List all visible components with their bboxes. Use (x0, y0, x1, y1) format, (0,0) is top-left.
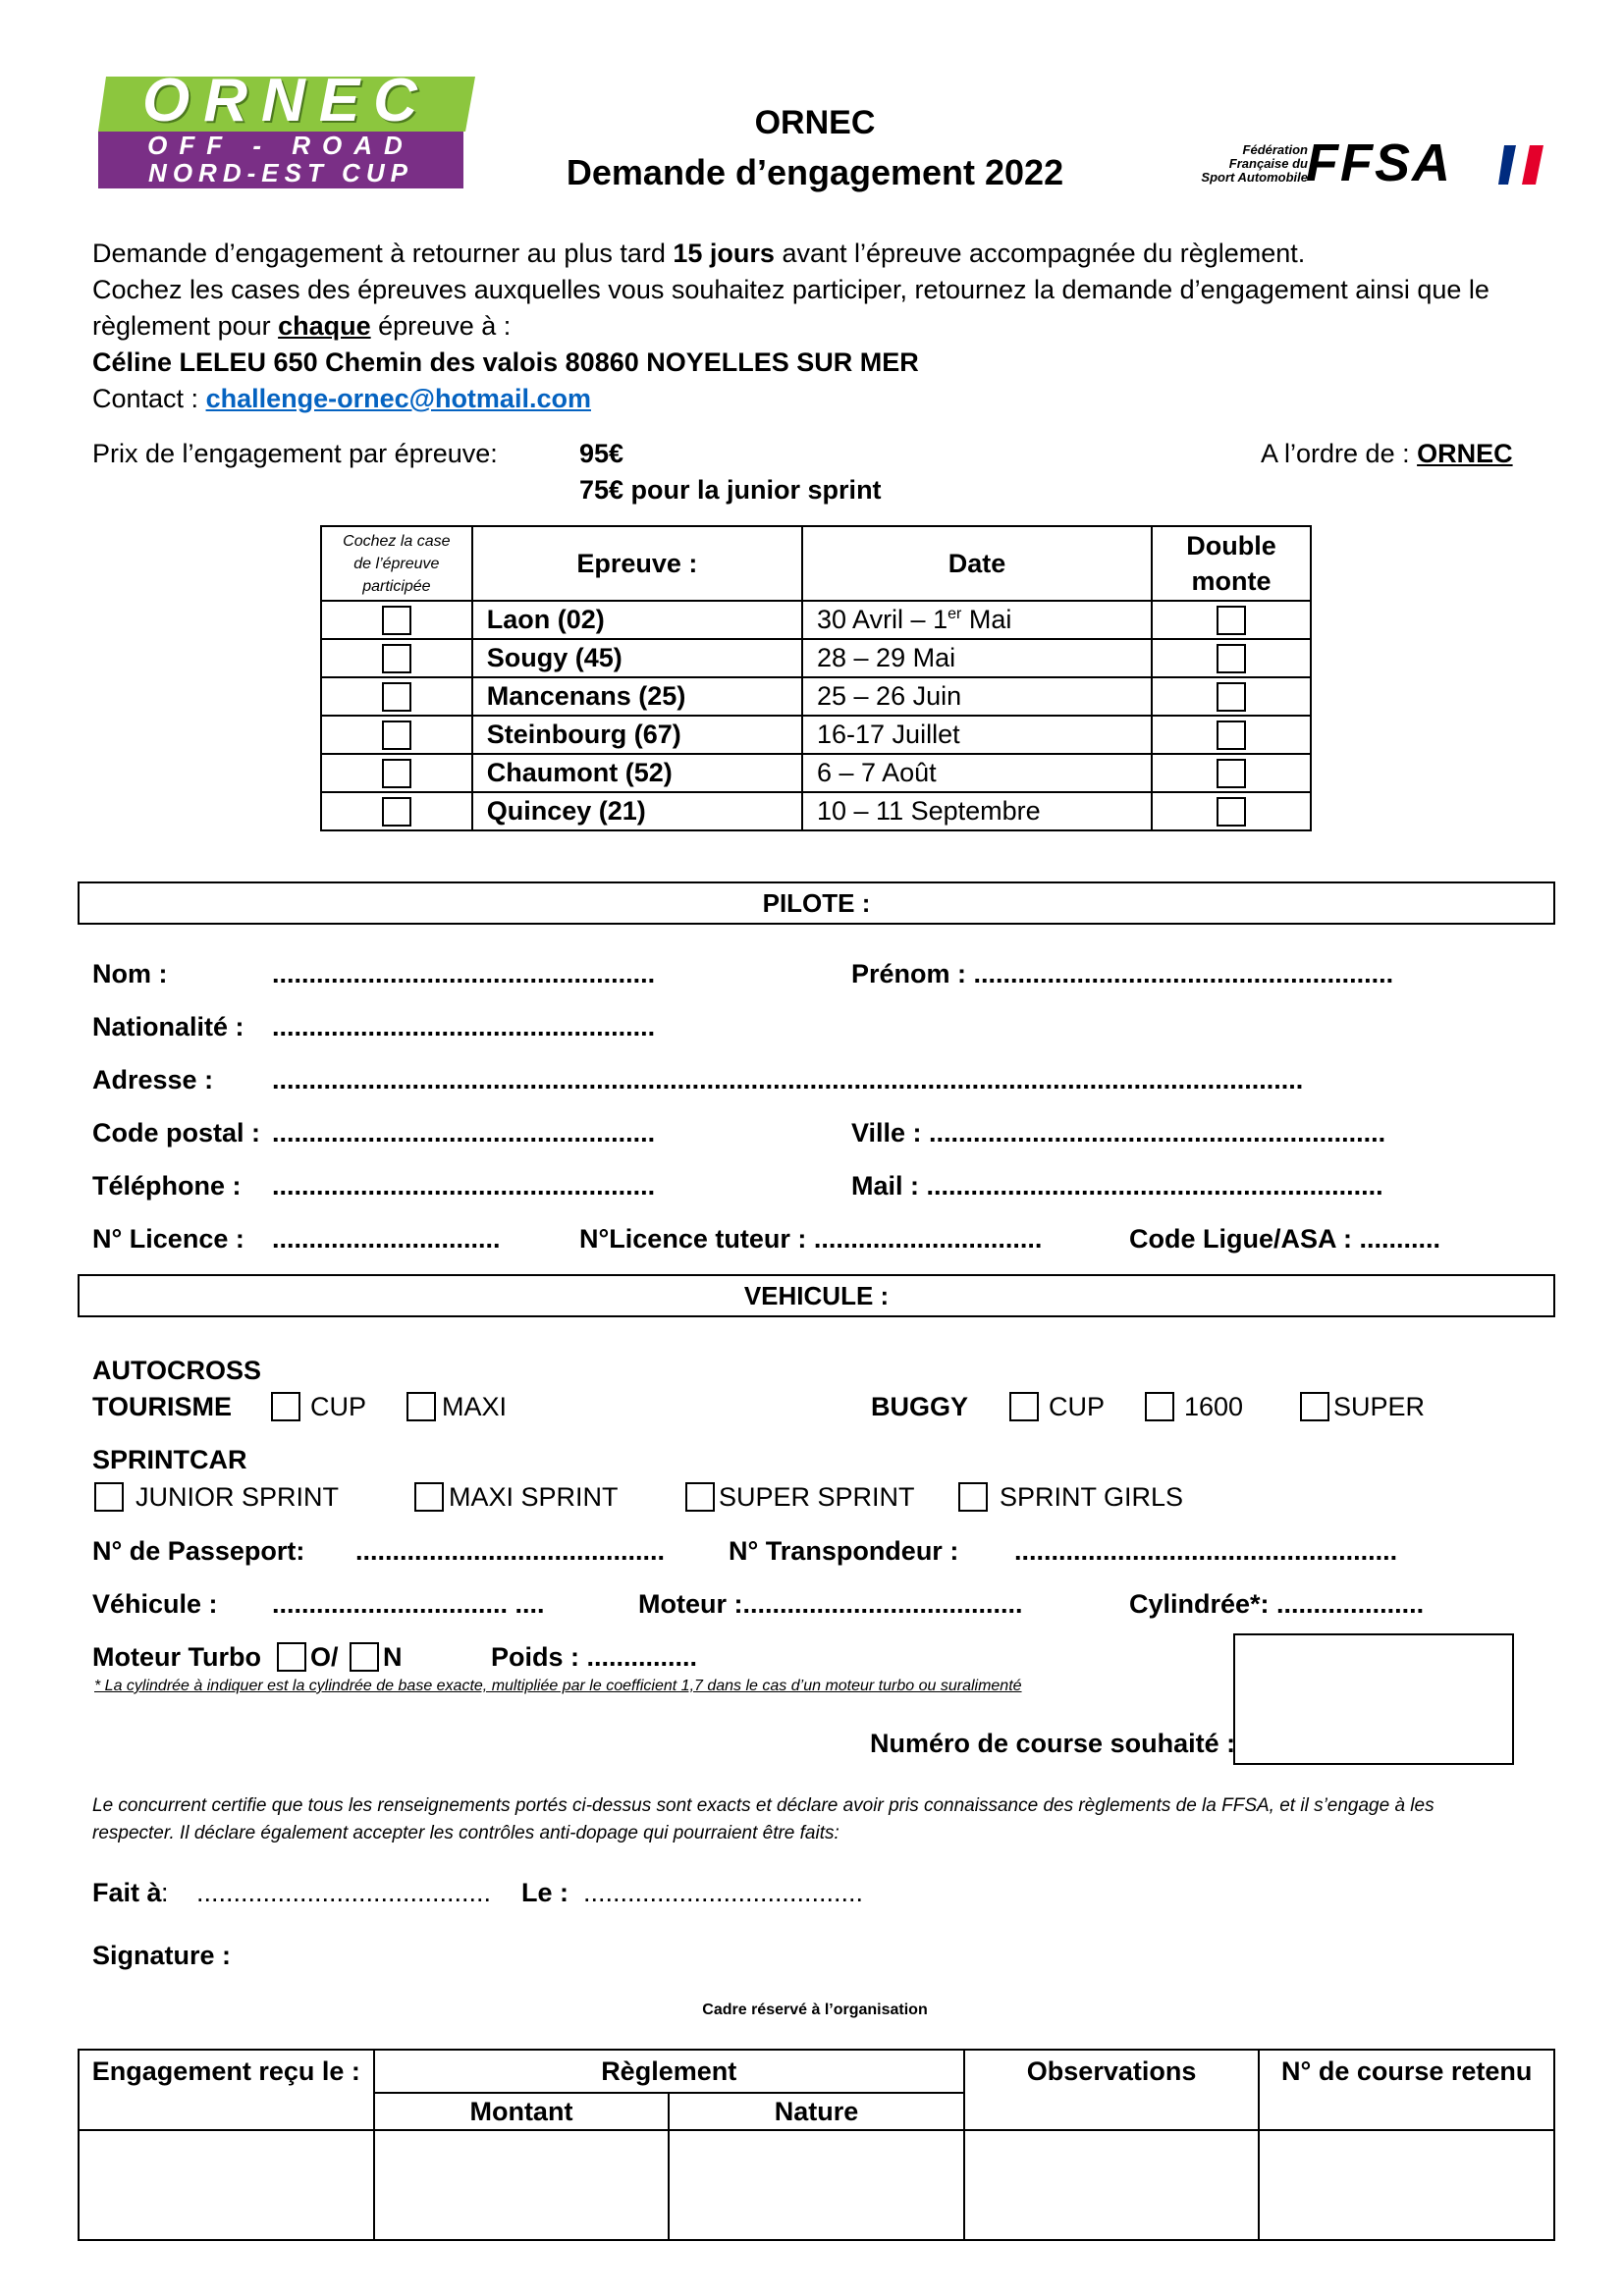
fait-a-field[interactable]: ........................................ (196, 1878, 492, 1907)
nationalite-field[interactable]: .................................................... (272, 1012, 656, 1041)
le-field[interactable]: ...................................... (583, 1878, 864, 1907)
cell-engagement-recu[interactable] (79, 2130, 374, 2240)
vehicule-field[interactable]: ................................ .... (272, 1589, 545, 1619)
event-date: 10 – 11 Septembre (802, 792, 1152, 830)
code-ligue-field[interactable] (1129, 1221, 1440, 1256)
maxi-sprint-label: MAXI SPRINT (449, 1482, 619, 1512)
mail-dots: .............................................................. (926, 1171, 1383, 1201)
label-mail: Mail : (851, 1171, 927, 1201)
header-date-column: Date (802, 526, 1152, 601)
cell-course-retenu[interactable] (1259, 2130, 1554, 2240)
event-date-main: 30 Avril – 1 (817, 605, 948, 634)
double-monte-checkbox[interactable] (1217, 797, 1246, 827)
event-name: Laon (02) (472, 601, 802, 639)
label-licence: N° Licence : (92, 1224, 244, 1254)
super-sprint-label: SUPER SPRINT (719, 1482, 915, 1512)
ville-field[interactable] (851, 1115, 1385, 1150)
label-adresse: Adresse : (92, 1065, 214, 1095)
event-checkbox[interactable] (382, 797, 411, 827)
maxi-sprint-checkbox[interactable] (414, 1482, 444, 1512)
event-checkbox[interactable] (382, 721, 411, 750)
buggy-1600-label: 1600 (1184, 1392, 1244, 1421)
telephone-field[interactable]: .................................................... (272, 1171, 656, 1201)
buggy-cup-label: CUP (1049, 1392, 1106, 1421)
double-monte-checkbox[interactable] (1217, 606, 1246, 635)
organisation-table (78, 2049, 1555, 2241)
label-code-ligue: Code Ligue/ASA : (1129, 1224, 1360, 1254)
vehicule-section-header: VEHICULE : (78, 1274, 1555, 1317)
declaration-line-1: Le concurrent certifie que tous les renseignements portés ci-dessus sont exacts et déclare avoir pris connaissance des règlements de la FFSA, et il s’engage à les (92, 1795, 1435, 1816)
cell-nature[interactable] (669, 2130, 964, 2240)
label-moteur-turbo: Moteur Turbo (92, 1642, 261, 1672)
label-fait-a: Fait à (92, 1878, 162, 1907)
ville-dots: .............................................................. (929, 1118, 1386, 1148)
cylindree-footnote: * La cylindrée à indiquer est la cylindrée de base exacte, multipliée par le coefficient 1,7 dans le cas d’un moteur turbo ou suralimenté (94, 1678, 1022, 1694)
tourisme-maxi-checkbox[interactable] (406, 1392, 436, 1421)
event-name: Sougy (45) (472, 639, 802, 677)
label-signature: Signature : (92, 1941, 232, 1970)
label-moteur: Moteur : (638, 1589, 743, 1619)
price-label: Prix de l’engagement par épreuve: (92, 439, 498, 468)
turbo-oui-label: O/ (310, 1642, 339, 1672)
buggy-cup-checkbox[interactable] (1009, 1392, 1039, 1421)
label-sprintcar: SPRINTCAR (92, 1445, 247, 1474)
label-telephone: Téléphone : (92, 1171, 242, 1201)
moteur-dots: ...................................... (742, 1589, 1023, 1619)
header-observations: Observations (964, 2050, 1260, 2130)
organisation-frame-title: Cadre réservé à l’organisation (702, 2002, 928, 2018)
label-le: Le : (521, 1878, 569, 1907)
cylindree-dots: .................... (1276, 1589, 1425, 1619)
header-nature: Nature (669, 2093, 964, 2130)
cell-montant[interactable] (374, 2130, 670, 2240)
event-row (321, 639, 1311, 677)
mail-field[interactable] (851, 1168, 1383, 1203)
moteur-field[interactable] (638, 1586, 1023, 1622)
label-nom: Nom : (92, 959, 168, 988)
double-monte-checkbox[interactable] (1217, 759, 1246, 788)
event-name: Chaumont (52) (472, 754, 802, 792)
passeport-field[interactable]: .......................................... (355, 1536, 666, 1566)
logo-line3: NORD-EST CUP (148, 158, 413, 187)
header-montant: Montant (374, 2093, 670, 2130)
poids-dots: ............... (586, 1642, 698, 1672)
order-label: A l’ordre de : (1261, 439, 1418, 468)
buggy-1600-checkbox[interactable] (1145, 1392, 1174, 1421)
cell-observations[interactable] (964, 2130, 1260, 2240)
ffsa-subtitle-2: Française du (1228, 156, 1308, 171)
event-date-sup: er (947, 606, 962, 622)
intro-deadline: 15 jours (673, 239, 775, 268)
event-row (321, 677, 1311, 716)
label-cylindree: Cylindrée*: (1129, 1589, 1277, 1619)
event-date: 28 – 29 Mai (802, 639, 1152, 677)
event-name: Mancenans (25) (472, 677, 802, 716)
event-date-end: Mai (961, 605, 1012, 634)
intro-line3-each: chaque (278, 311, 371, 341)
ornec-logo (96, 67, 477, 190)
header-engagement-recu: Engagement reçu le : (79, 2050, 374, 2130)
page-title-line2: Demande d’engagement 2022 (566, 152, 1064, 192)
event-date: 6 – 7 Août (802, 754, 1152, 792)
event-row (321, 754, 1311, 792)
event-row (321, 716, 1311, 754)
order-value: ORNEC (1417, 439, 1513, 468)
header-event-column: Epreuve : (472, 526, 802, 601)
label-passeport: N° de Passeport: (92, 1536, 305, 1566)
event-date (802, 601, 1152, 639)
order-line (1261, 436, 1513, 471)
contact-line (92, 381, 1565, 416)
event-checkbox[interactable] (382, 759, 411, 788)
super-sprint-checkbox[interactable] (685, 1482, 715, 1512)
event-row (321, 792, 1311, 830)
ffsa-subtitle-1: Fédération (1242, 142, 1308, 157)
licence-tuteur-dots: ............................... (813, 1224, 1043, 1254)
intro-line3-c: épreuve à : (370, 311, 512, 341)
ffsa-flag-icon (1498, 145, 1543, 185)
price-value: 95€ (579, 439, 624, 468)
buggy-super-label: SUPER (1333, 1392, 1426, 1421)
transpondeur-field[interactable]: .................................................... (1014, 1536, 1398, 1566)
code-postal-field[interactable]: .................................................... (272, 1118, 656, 1148)
ffsa-logo (1182, 133, 1547, 192)
header-check-column: Cochez la case de l’épreuve participée (321, 526, 472, 601)
label-tourisme: TOURISME (92, 1392, 233, 1421)
events-table (320, 525, 1312, 831)
label-autocross: AUTOCROSS (92, 1356, 262, 1385)
licence-tuteur-field[interactable] (579, 1221, 1042, 1256)
logo-line2: OFF - ROAD (147, 131, 414, 160)
buggy-super-checkbox[interactable] (1300, 1392, 1329, 1421)
ffsa-subtitle-3: Sport Automobile (1201, 170, 1308, 185)
intro-line3-a: règlement pour (92, 311, 279, 341)
contact-label: Contact : (92, 384, 206, 413)
turbo-oui-checkbox[interactable] (277, 1642, 306, 1672)
tourisme-maxi-label: MAXI (442, 1392, 508, 1421)
sprint-girls-label: SPRINT GIRLS (1000, 1482, 1184, 1512)
adresse-field[interactable]: ............................................................................................................................................ (272, 1065, 1304, 1095)
intro-text-a: Demande d’engagement à retourner au plus tard (92, 239, 674, 268)
ffsa-wordmark: FFSA (1306, 133, 1452, 192)
intro-line-1 (92, 236, 1565, 271)
event-name: Steinbourg (67) (472, 716, 802, 754)
event-checkbox[interactable] (382, 606, 411, 635)
header-double-column: Double monte (1152, 526, 1311, 601)
header-reglement: Règlement (374, 2050, 964, 2093)
label-nationalite: Nationalité : (92, 1012, 244, 1041)
header-course-retenu: N° de course retenu (1259, 2050, 1554, 2130)
logo-line1: ORNEC (142, 67, 431, 134)
page-title-line1: ORNEC (754, 104, 876, 141)
label-licence-tuteur: N°Licence tuteur : (579, 1224, 814, 1254)
event-date: 25 – 26 Juin (802, 677, 1152, 716)
junior-sprint-checkbox[interactable] (94, 1482, 124, 1512)
label-poids: Poids : (491, 1642, 587, 1672)
code-ligue-dots: ........... (1359, 1224, 1441, 1254)
label-code-postal: Code postal : (92, 1118, 261, 1148)
sprint-girls-checkbox[interactable] (958, 1482, 988, 1512)
event-checkbox[interactable] (382, 682, 411, 712)
label-buggy: BUGGY (871, 1392, 969, 1421)
double-monte-checkbox[interactable] (1217, 682, 1246, 712)
event-date: 16-17 Juillet (802, 716, 1152, 754)
label-prenom: Prénom : (851, 959, 974, 988)
pilote-section-header: PILOTE : (78, 881, 1555, 925)
double-monte-checkbox[interactable] (1217, 644, 1246, 673)
prenom-dots: ......................................................... (973, 959, 1394, 988)
event-name: Quincey (21) (472, 792, 802, 830)
intro-line-2: Cochez les cases des épreuves auxquelles vous souhaitez participer, retournez la demande d’engagement ainsi que le (92, 275, 1489, 304)
nom-field[interactable]: .................................................... (272, 959, 656, 988)
event-row (321, 601, 1311, 639)
tourisme-cup-checkbox[interactable] (271, 1392, 300, 1421)
cylindree-field[interactable] (1129, 1586, 1424, 1622)
price-junior-value: 75€ pour la junior sprint (579, 475, 882, 505)
event-checkbox[interactable] (382, 644, 411, 673)
poids-field[interactable] (491, 1639, 697, 1675)
fait-a-colon: : (161, 1878, 169, 1907)
double-monte-checkbox[interactable] (1217, 721, 1246, 750)
declaration-line-2: respecter. Il déclare également accepter les contrôles anti-dopage qui pourraient être faits: (92, 1823, 839, 1843)
tourisme-cup-label: CUP (310, 1392, 367, 1421)
turbo-non-label: N (383, 1642, 403, 1672)
postal-address: Céline LELEU 650 Chemin des valois 80860 NOYELLES SUR MER (92, 347, 919, 377)
label-transpondeur: N° Transpondeur : (729, 1536, 959, 1566)
licence-field[interactable]: ............................... (272, 1224, 501, 1254)
label-numero-course: Numéro de course souhaité : (870, 1729, 1236, 1758)
turbo-non-checkbox[interactable] (350, 1642, 379, 1672)
prenom-field[interactable] (851, 956, 1393, 991)
events-header-row (321, 526, 1311, 601)
numero-course-box[interactable] (1233, 1633, 1514, 1765)
label-vehicule: Véhicule : (92, 1589, 218, 1619)
contact-email-link[interactable]: challenge-ornec@hotmail.com (205, 384, 591, 413)
junior-sprint-label: JUNIOR SPRINT (135, 1482, 340, 1512)
intro-line-3 (92, 308, 1565, 344)
intro-text-c: avant l’épreuve accompagnée du règlement. (774, 239, 1306, 268)
label-ville: Ville : (851, 1118, 930, 1148)
